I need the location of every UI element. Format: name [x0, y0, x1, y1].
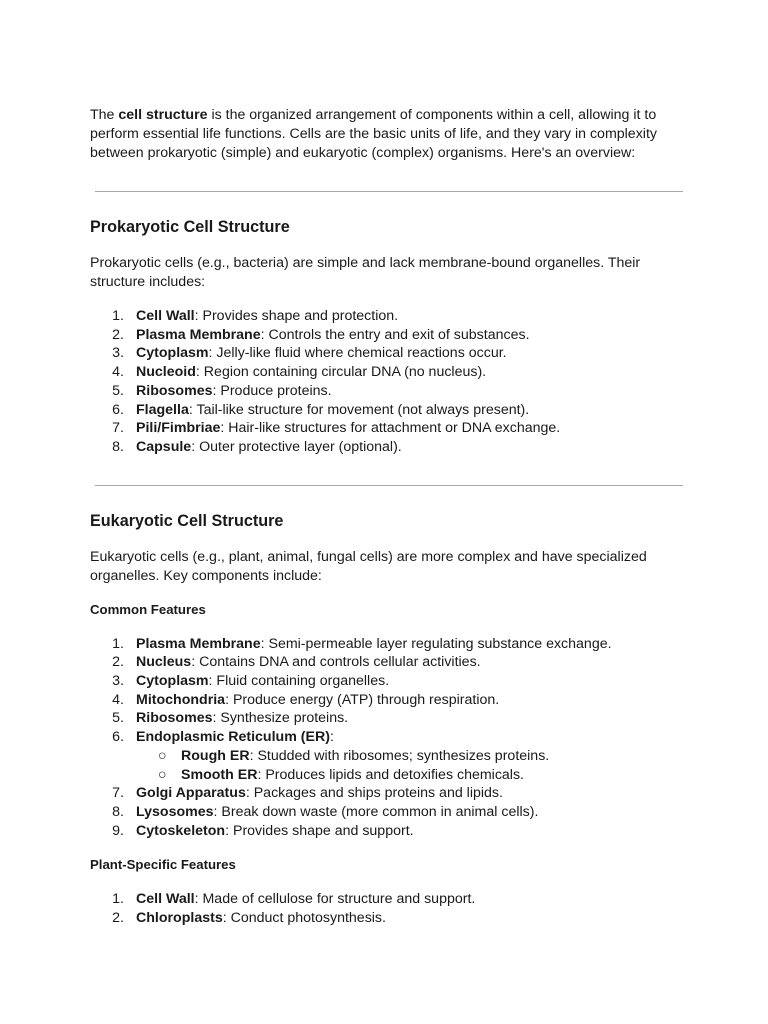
list-number: 6. — [112, 401, 124, 418]
list-number: 1. — [112, 891, 124, 908]
list-description: : Made of cellulose for structure and support. — [194, 891, 476, 908]
list-term: Plasma Membrane — [136, 326, 261, 343]
list-description: : Studded with ribosomes; synthesizes proteins. — [249, 747, 550, 764]
list-description: : Semi-permeable layer regulating substance exchange. — [260, 635, 612, 652]
prokaryotic-list — [90, 307, 678, 457]
list-number: 2. — [112, 910, 124, 927]
hollow-bullet-icon: ○ — [158, 766, 167, 783]
list-item — [90, 307, 678, 326]
list-number: 7. — [112, 785, 124, 802]
list-number: 9. — [112, 822, 124, 839]
list-description: : Fluid containing organelles. — [208, 673, 390, 690]
list-item — [90, 672, 678, 691]
list-description: : Region containing circular DNA (no nucleus). — [195, 364, 487, 381]
list-description: : Conduct photosynthesis. — [222, 910, 386, 927]
list-description: : — [329, 729, 334, 746]
list-term: Cell Wall — [136, 891, 195, 908]
list-item — [90, 401, 678, 420]
list-term: Lysosomes — [136, 803, 214, 820]
list-number: 2. — [112, 326, 124, 343]
list-item — [90, 822, 678, 841]
plant-features-list — [90, 890, 678, 927]
list-number: 1. — [112, 308, 124, 324]
list-term: Endoplasmic Reticulum (ER) — [136, 729, 330, 746]
list-term: Pili/Fimbriae — [136, 420, 221, 437]
list-item — [90, 438, 678, 457]
list-number: 3. — [112, 345, 124, 362]
list-number: 3. — [112, 673, 124, 690]
list-description: : Produces lipids and detoxifies chemicals. — [257, 766, 524, 783]
list-term: Cell Wall — [136, 308, 195, 324]
document-page — [90, 106, 678, 928]
intro-bold-term: cell structure — [118, 107, 208, 123]
list-description: : Hair-like structures for attachment or DNA exchange. — [220, 420, 561, 437]
hollow-bullet-icon: ○ — [158, 747, 167, 764]
list-description: : Jelly-like fluid where chemical reactions occur. — [208, 345, 507, 362]
list-description: : Produce proteins. — [212, 382, 332, 399]
list-term: Ribosomes — [136, 710, 213, 727]
list-term: Cytoskeleton — [136, 822, 226, 839]
list-description: : Controls the entry and exit of substances. — [260, 326, 530, 343]
list-description: : Provides shape and support. — [225, 822, 414, 839]
list-item — [90, 363, 678, 382]
section-divider — [95, 485, 683, 486]
sublist-item — [90, 747, 678, 766]
list-item — [90, 728, 678, 784]
list-number: 4. — [112, 364, 124, 381]
list-number: 5. — [112, 710, 124, 727]
list-item — [90, 653, 678, 672]
plant-features-heading: Plant-Specific Features — [90, 857, 236, 873]
list-item — [90, 419, 678, 438]
list-term: Flagella — [136, 401, 189, 418]
list-number: 7. — [112, 420, 124, 437]
section-divider — [95, 191, 683, 192]
list-description: : Tail-like structure for movement (not always present). — [188, 401, 530, 418]
eukaryotic-description: Eukaryotic cells (e.g., plant, animal, fungal cells) are more complex and have specialized organelles. Key components include: — [90, 548, 647, 584]
list-term: Golgi Apparatus — [136, 785, 246, 802]
list-item — [90, 909, 678, 928]
er-sublist — [136, 747, 678, 784]
list-term: Capsule — [136, 438, 192, 455]
list-term: Nucleoid — [136, 364, 196, 381]
common-features-list — [90, 635, 678, 841]
list-description: : Produce energy (ATP) through respiration. — [225, 691, 500, 708]
list-description: : Packages and ships proteins and lipids. — [245, 785, 503, 802]
list-item — [90, 709, 678, 728]
list-item — [90, 803, 678, 822]
prokaryotic-description: Prokaryotic cells (e.g., bacteria) are simple and lack membrane-bound organelles. Their structure includes: — [90, 255, 641, 290]
list-item — [90, 890, 678, 909]
list-term: Chloroplasts — [136, 910, 223, 927]
list-term: Plasma Membrane — [136, 635, 261, 652]
list-number: 5. — [112, 382, 124, 399]
list-number: 2. — [112, 654, 124, 671]
common-features-heading: Common Features — [90, 601, 206, 617]
list-term: Ribosomes — [136, 382, 213, 399]
intro-paragraph: The cell structure is the organized arrangement of components within a cell, allowing it to perform essential life functions. Cells are the basic units of life, and they vary in complexity between prokaryotic (simple) and eukaryotic (complex) organisms. Here's an overview: — [90, 107, 657, 161]
list-term: Nucleus — [136, 654, 192, 671]
list-item — [90, 344, 678, 363]
list-item — [90, 635, 678, 654]
list-description: : Break down waste (more common in animal cells). — [213, 803, 539, 820]
list-description: : Provides shape and protection. — [194, 308, 399, 324]
list-item — [90, 382, 678, 401]
list-item — [90, 784, 678, 803]
prokaryotic-heading: Prokaryotic Cell Structure — [90, 218, 290, 236]
list-item — [90, 326, 678, 345]
list-term: Mitochondria — [136, 691, 226, 708]
list-item — [90, 691, 678, 710]
list-term: Cytoplasm — [136, 673, 209, 690]
list-number: 8. — [112, 803, 124, 820]
list-number: 8. — [112, 438, 124, 455]
list-term: Cytoplasm — [136, 345, 209, 362]
list-description: : Outer protective layer (optional). — [191, 438, 402, 455]
list-number: 4. — [112, 691, 124, 708]
sublist-item — [90, 766, 678, 785]
list-number: 6. — [112, 729, 124, 746]
eukaryotic-heading: Eukaryotic Cell Structure — [90, 511, 284, 530]
list-term: Smooth ER — [181, 766, 258, 783]
list-description: : Synthesize proteins. — [212, 710, 349, 727]
list-number: 1. — [112, 635, 124, 652]
list-description: : Contains DNA and controls cellular activities. — [191, 654, 481, 671]
list-term: Rough ER — [181, 747, 250, 764]
